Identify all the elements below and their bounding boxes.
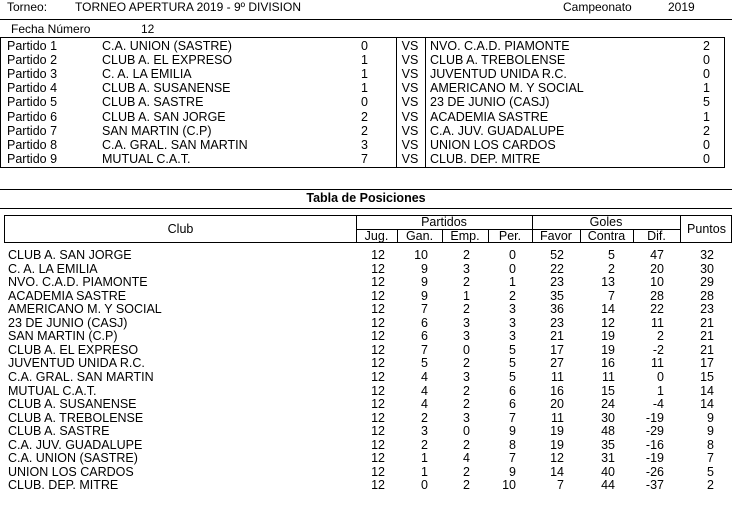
goals-for: 14: [550, 464, 564, 479]
away-score: 1: [703, 109, 710, 124]
played: 12: [371, 248, 385, 262]
standings-row: [0, 290, 732, 304]
points: 30: [700, 261, 714, 276]
goals-for: 21: [550, 329, 564, 344]
col-dif: Dif.: [647, 229, 666, 243]
away-team: AMERICANO M. Y SOCIAL: [430, 81, 584, 96]
match-label: Partido 5: [7, 95, 58, 110]
goals-for: 17: [550, 342, 564, 357]
home-score: 1: [361, 67, 368, 82]
header-divider: [0, 19, 732, 20]
vs-label: VS: [401, 39, 419, 53]
goal-diff: 28: [650, 288, 664, 303]
played: 12: [371, 397, 385, 412]
team-name: C.A. JUV. GUADALUPE: [8, 437, 143, 452]
match-label: Partido 2: [7, 53, 58, 68]
match-row: [0, 67, 732, 81]
goal-diff: 0: [657, 369, 664, 384]
home-team: C. A. LA EMILIA: [102, 67, 192, 82]
home-score: 1: [361, 53, 368, 68]
col-emp: Emp.: [450, 229, 480, 243]
lost: 5: [509, 369, 516, 384]
goals-for: 16: [550, 383, 564, 398]
goals-for: 36: [550, 302, 564, 317]
standings-row: [0, 276, 732, 290]
lost: 0: [509, 261, 516, 276]
away-team: NVO. C.A.D. PIAMONTE: [430, 39, 570, 53]
lost: 6: [509, 383, 516, 398]
home-score: 1: [361, 81, 368, 96]
won: 2: [421, 410, 428, 425]
away-score: 5: [703, 95, 710, 110]
points: 2: [707, 478, 714, 493]
goals-against: 7: [608, 288, 615, 303]
lost: 9: [509, 424, 516, 439]
goal-diff: -37: [645, 478, 664, 493]
col-contra: Contra: [587, 229, 626, 243]
drawn: 2: [463, 397, 470, 412]
team-name: CLUB A. SUSANENSE: [8, 397, 137, 412]
goals-for: 19: [550, 424, 564, 439]
standings-row: [0, 303, 732, 317]
standings-row: [0, 439, 732, 453]
standings-row: [0, 371, 732, 385]
won: 9: [421, 288, 428, 303]
goals-against: 44: [601, 478, 615, 493]
lost: 1: [509, 275, 516, 290]
match-label: Partido 1: [7, 39, 58, 53]
group-goles: Goles: [589, 215, 623, 229]
team-name: CLUB A. EL EXPRESO: [8, 342, 139, 357]
match-label: Partido 6: [7, 109, 58, 124]
team-name: C.A. UNION (SASTRE): [8, 451, 138, 466]
goals-for: 11: [551, 369, 564, 384]
match-label: Partido 9: [7, 151, 58, 166]
col-per: Per.: [498, 229, 522, 243]
goals-against: 48: [601, 424, 615, 439]
goals-against: 13: [601, 275, 615, 290]
played: 12: [371, 437, 385, 452]
goal-diff: 20: [650, 261, 664, 276]
drawn: 2: [463, 478, 470, 493]
points: 32: [700, 248, 714, 262]
team-name: C.A. GRAL. SAN MARTIN: [8, 369, 154, 384]
drawn: 2: [463, 302, 470, 317]
standings-row: [0, 357, 732, 371]
goals-against: 14: [601, 302, 615, 317]
won: 1: [421, 451, 428, 466]
points: 9: [707, 424, 714, 439]
won: 9: [421, 261, 428, 276]
standings-row: [0, 330, 732, 344]
lost: 6: [509, 397, 516, 412]
points: 5: [707, 464, 714, 479]
home-team: CLUB A. SAN JORGE: [102, 109, 226, 124]
goal-diff: 10: [650, 275, 664, 290]
played: 12: [371, 410, 385, 425]
goals-against: 5: [608, 248, 615, 262]
won: 10: [414, 248, 428, 262]
away-score: 0: [703, 151, 710, 166]
vs-label: VS: [401, 109, 419, 124]
away-score: 0: [703, 53, 710, 68]
away-team: CLUB A. TREBOLENSE: [430, 53, 566, 68]
lost: 3: [509, 329, 516, 344]
home-score: 0: [361, 95, 368, 110]
match-label: Partido 7: [7, 123, 58, 138]
goals-for: 35: [550, 288, 564, 303]
team-name: CLUB. DEP. MITRE: [8, 478, 119, 493]
standings-row: [0, 479, 732, 493]
vs-label: VS: [401, 151, 419, 166]
goal-diff: 2: [657, 329, 664, 344]
lost: 5: [509, 342, 516, 357]
team-name: MUTUAL C.A.T.: [8, 383, 97, 398]
goals-for: 7: [557, 478, 564, 493]
away-score: 1: [703, 81, 710, 96]
match-label: Partido 3: [7, 67, 58, 82]
goal-diff: 47: [650, 248, 664, 262]
drawn: 3: [463, 369, 470, 384]
away-score: 0: [703, 67, 710, 82]
won: 3: [421, 424, 428, 439]
match-label: Partido 8: [7, 137, 58, 152]
goal-diff: 11: [651, 356, 664, 371]
won: 4: [421, 369, 428, 384]
home-team: C.A. UNION (SASTRE): [102, 39, 232, 53]
lost: 2: [509, 288, 516, 303]
drawn: 2: [463, 464, 470, 479]
col-jug: Jug.: [364, 229, 389, 243]
fecha-label: Fecha Número: [11, 22, 91, 36]
goals-against: 30: [601, 410, 615, 425]
team-name: ACADEMIA SASTRE: [8, 288, 127, 303]
team-name: NVO. C.A.D. PIAMONTE: [8, 275, 148, 290]
drawn: 2: [463, 383, 470, 398]
goals-for: 12: [550, 451, 564, 466]
lost: 8: [509, 437, 516, 452]
vs-label: VS: [401, 95, 419, 110]
away-score: 2: [703, 39, 710, 53]
away-team: JUVENTUD UNIDA R.C.: [430, 67, 567, 82]
goals-for: 19: [550, 437, 564, 452]
home-team: SAN MARTIN (C.P): [102, 123, 212, 138]
lost: 7: [509, 451, 516, 466]
campeonato-value: 2019: [668, 0, 695, 14]
standings-row: [0, 398, 732, 412]
won: 5: [421, 356, 428, 371]
home-score: 2: [361, 123, 368, 138]
played: 12: [371, 288, 385, 303]
points: 23: [700, 302, 714, 317]
played: 12: [371, 464, 385, 479]
goals-for: 22: [550, 261, 564, 276]
played: 12: [371, 424, 385, 439]
played: 12: [371, 329, 385, 344]
won: 2: [421, 437, 428, 452]
goals-against: 2: [608, 261, 615, 276]
col-gan: Gan.: [405, 229, 434, 243]
points: 15: [700, 369, 714, 384]
points: 29: [700, 275, 714, 290]
match-row: [0, 95, 732, 109]
match-row: [0, 39, 732, 53]
vs-label: VS: [401, 123, 419, 138]
team-name: 23 DE JUNIO (CASJ): [8, 315, 128, 330]
goals-for: 11: [551, 410, 564, 425]
goal-diff: -16: [645, 437, 664, 452]
drawn: 0: [463, 342, 470, 357]
goals-against: 16: [601, 356, 615, 371]
vs-label: VS: [401, 67, 419, 82]
home-team: CLUB A. SUSANENSE: [102, 81, 231, 96]
drawn: 3: [463, 261, 470, 276]
goal-diff: 1: [657, 383, 664, 398]
home-score: 3: [361, 137, 368, 152]
standings-title-box: [0, 189, 732, 209]
goals-against: 19: [601, 342, 615, 357]
goal-diff: -4: [652, 397, 664, 412]
away-team: 23 DE JUNIO (CASJ): [430, 95, 550, 110]
away-score: 2: [703, 123, 710, 138]
goals-for: 20: [550, 397, 564, 412]
away-team: ACADEMIA SASTRE: [430, 109, 549, 124]
standings-row: [0, 317, 732, 331]
drawn: 2: [463, 275, 470, 290]
played: 12: [371, 342, 385, 357]
points: 21: [700, 315, 714, 330]
home-team: C.A. GRAL. SAN MARTIN: [102, 137, 248, 152]
points: 8: [707, 437, 714, 452]
team-name: JUVENTUD UNIDA R.C.: [8, 356, 145, 371]
team-name: AMERICANO M. Y SOCIAL: [8, 302, 162, 317]
col-club: Club: [167, 222, 194, 236]
won: 9: [421, 275, 428, 290]
played: 12: [371, 383, 385, 398]
won: 7: [421, 342, 428, 357]
goal-diff: -19: [645, 410, 664, 425]
team-name: UNION LOS CARDOS: [8, 464, 134, 479]
match-row: [0, 81, 732, 95]
standings-row: [0, 452, 732, 466]
goal-diff: -2: [652, 342, 664, 357]
standings-row: [0, 425, 732, 439]
lost: 5: [509, 356, 516, 371]
away-team: UNION LOS CARDOS: [430, 137, 556, 152]
won: 7: [421, 302, 428, 317]
standings-row: [0, 263, 732, 277]
match-label: Partido 4: [7, 81, 58, 96]
drawn: 1: [463, 288, 470, 303]
won: 1: [421, 464, 428, 479]
col-puntos: Puntos: [687, 222, 726, 236]
goals-against: 24: [601, 397, 615, 412]
played: 12: [371, 451, 385, 466]
away-team: CLUB. DEP. MITRE: [430, 151, 541, 166]
lost: 0: [509, 248, 516, 262]
goals-for: 52: [550, 248, 564, 262]
lost: 3: [509, 302, 516, 317]
won: 0: [421, 478, 428, 493]
fecha-value: 12: [141, 22, 155, 36]
torneo-value: TORNEO APERTURA 2019 - 9º DIVISION: [75, 0, 302, 14]
played: 12: [371, 275, 385, 290]
goal-diff: -29: [645, 424, 664, 439]
points: 7: [707, 451, 714, 466]
lost: 7: [509, 410, 516, 425]
played: 12: [371, 478, 385, 493]
group-partidos: Partidos: [421, 215, 467, 229]
match-row: [0, 152, 732, 166]
col-favor: Favor: [540, 229, 572, 243]
vs-label: VS: [401, 53, 419, 68]
goals-against: 12: [601, 315, 615, 330]
goal-diff: 22: [650, 302, 664, 317]
match-row: [0, 124, 732, 138]
drawn: 3: [463, 329, 470, 344]
won: 4: [421, 383, 428, 398]
points: 9: [707, 410, 714, 425]
standings-row: [0, 249, 732, 263]
drawn: 0: [463, 424, 470, 439]
team-name: SAN MARTIN (C.P): [8, 329, 118, 344]
won: 6: [421, 315, 428, 330]
away-score: 0: [703, 137, 710, 152]
won: 6: [421, 329, 428, 344]
standings-header: [4, 215, 732, 243]
team-name: CLUB A. TREBOLENSE: [8, 410, 144, 425]
standings-row: [0, 344, 732, 358]
won: 4: [421, 397, 428, 412]
lost: 10: [502, 478, 516, 493]
drawn: 3: [463, 410, 470, 425]
played: 12: [371, 369, 385, 384]
goals-against: 31: [601, 451, 615, 466]
vs-label: VS: [401, 81, 419, 96]
match-row: [0, 53, 732, 67]
home-team: CLUB A. EL EXPRESO: [102, 53, 233, 68]
standings-row: [0, 412, 732, 426]
drawn: 2: [463, 437, 470, 452]
home-team: CLUB A. SASTRE: [102, 95, 204, 110]
goals-against: 11: [602, 369, 615, 384]
away-team: C.A. JUV. GUADALUPE: [430, 123, 565, 138]
standings-row: [0, 466, 732, 480]
vs-label: VS: [401, 137, 419, 152]
drawn: 2: [463, 356, 470, 371]
played: 12: [371, 302, 385, 317]
standings-title: Tabla de Posiciones: [306, 191, 426, 205]
goals-against: 40: [601, 464, 615, 479]
points: 28: [700, 288, 714, 303]
match-row: [0, 110, 732, 124]
goals-against: 19: [601, 329, 615, 344]
home-score: 0: [361, 39, 368, 53]
goals-against: 35: [601, 437, 615, 452]
goals-against: 15: [601, 383, 615, 398]
home-team: MUTUAL C.A.T.: [102, 151, 191, 166]
goals-for: 23: [550, 315, 564, 330]
goal-diff: 11: [651, 315, 664, 330]
played: 12: [371, 315, 385, 330]
points: 21: [700, 329, 714, 344]
home-score: 2: [361, 109, 368, 124]
goal-diff: -26: [645, 464, 664, 479]
drawn: 2: [463, 248, 470, 262]
points: 21: [700, 342, 714, 357]
campeonato-label: Campeonato: [563, 0, 632, 14]
standings-row: [0, 385, 732, 399]
match-row: [0, 138, 732, 152]
drawn: 3: [463, 315, 470, 330]
played: 12: [371, 356, 385, 371]
played: 12: [371, 261, 385, 276]
goals-for: 23: [550, 275, 564, 290]
goals-for: 27: [550, 356, 564, 371]
points: 14: [700, 397, 714, 412]
points: 14: [700, 383, 714, 398]
drawn: 4: [463, 451, 470, 466]
team-name: C. A. LA EMILIA: [8, 261, 98, 276]
lost: 3: [509, 315, 516, 330]
lost: 9: [509, 464, 516, 479]
team-name: CLUB A. SAN JORGE: [8, 248, 132, 262]
goal-diff: -19: [645, 451, 664, 466]
points: 17: [700, 356, 714, 371]
team-name: CLUB A. SASTRE: [8, 424, 110, 439]
home-score: 7: [361, 151, 368, 166]
torneo-label: Torneo:: [7, 0, 48, 14]
